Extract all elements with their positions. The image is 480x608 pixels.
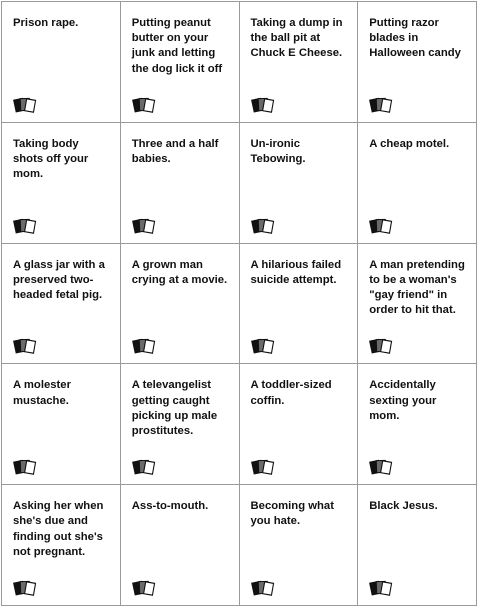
answer-card bbox=[240, 123, 359, 244]
answer-card bbox=[358, 2, 477, 123]
stacked-cards-icon bbox=[251, 96, 275, 114]
answer-card bbox=[240, 364, 359, 485]
stacked-cards-icon bbox=[13, 217, 37, 235]
card-text: A cheap motel. bbox=[369, 137, 450, 150]
answer-card bbox=[240, 244, 359, 365]
stacked-cards-icon bbox=[132, 579, 156, 597]
answer-card bbox=[358, 123, 477, 244]
card-text: Un-ironic Tebowing. bbox=[250, 137, 306, 165]
card-text: A toddler-sized coffin. bbox=[250, 379, 332, 407]
answer-card bbox=[2, 2, 121, 123]
card-text: A molester mustache. bbox=[13, 379, 71, 407]
answer-card bbox=[240, 485, 359, 606]
card-text: Ass-to-mouth. bbox=[131, 500, 209, 513]
card-text: A man pretending to be a woman's "gay friend" in order to hit that. bbox=[369, 258, 465, 317]
stacked-cards-icon bbox=[132, 96, 156, 114]
stacked-cards-icon bbox=[251, 217, 275, 235]
card-text: Taking a dump in the ball pit at Chuck E Cheese. bbox=[250, 17, 343, 60]
card-text: A hilarious failed suicide attempt. bbox=[250, 258, 342, 286]
answer-card bbox=[121, 485, 240, 606]
stacked-cards-icon bbox=[13, 458, 37, 476]
stacked-cards-icon bbox=[13, 579, 37, 597]
card-text: Putting peanut butter on your junk and letting the dog lick it off bbox=[131, 17, 223, 75]
answer-card bbox=[2, 485, 121, 606]
card-text: Taking body shots off your mom. bbox=[13, 137, 89, 181]
answer-card bbox=[121, 364, 240, 485]
card-text: Accidentally sexting your mom. bbox=[369, 379, 437, 422]
card-text: A glass jar with a preserved two-headed fetal pig. bbox=[13, 258, 105, 301]
answer-card bbox=[2, 123, 121, 244]
stacked-cards-icon bbox=[369, 337, 393, 355]
stacked-cards-icon bbox=[132, 217, 156, 235]
stacked-cards-icon bbox=[251, 458, 275, 476]
stacked-cards-icon bbox=[369, 96, 393, 114]
answer-card bbox=[2, 244, 121, 365]
stacked-cards-icon bbox=[369, 579, 393, 597]
card-text: A televangelist getting caught picking up male prostitutes. bbox=[131, 379, 218, 437]
answer-card bbox=[358, 364, 477, 485]
stacked-cards-icon bbox=[132, 458, 156, 476]
card-text: A grown man crying at a movie. bbox=[131, 258, 228, 286]
answer-card bbox=[121, 123, 240, 244]
answer-card bbox=[2, 364, 121, 485]
stacked-cards-icon bbox=[369, 458, 393, 476]
answer-card bbox=[121, 2, 240, 123]
stacked-cards-icon bbox=[13, 337, 37, 355]
answer-card bbox=[121, 244, 240, 365]
card-text: Black Jesus. bbox=[369, 500, 438, 513]
stacked-cards-icon bbox=[13, 96, 37, 114]
card-sheet bbox=[1, 1, 477, 606]
card-text: Three and a half babies. bbox=[131, 137, 219, 165]
card-text: Putting razor blades in Halloween candy bbox=[369, 17, 461, 60]
card-text: Asking her when she's due and finding out she's not pregnant. bbox=[13, 500, 104, 558]
answer-card bbox=[358, 244, 477, 365]
answer-card bbox=[240, 2, 359, 123]
card-text: Prison rape. bbox=[13, 17, 79, 29]
stacked-cards-icon bbox=[251, 579, 275, 597]
stacked-cards-icon bbox=[369, 217, 393, 235]
answer-card bbox=[358, 485, 477, 606]
card-text: Becoming what you hate. bbox=[250, 500, 334, 528]
stacked-cards-icon bbox=[251, 337, 275, 355]
stacked-cards-icon bbox=[132, 337, 156, 355]
